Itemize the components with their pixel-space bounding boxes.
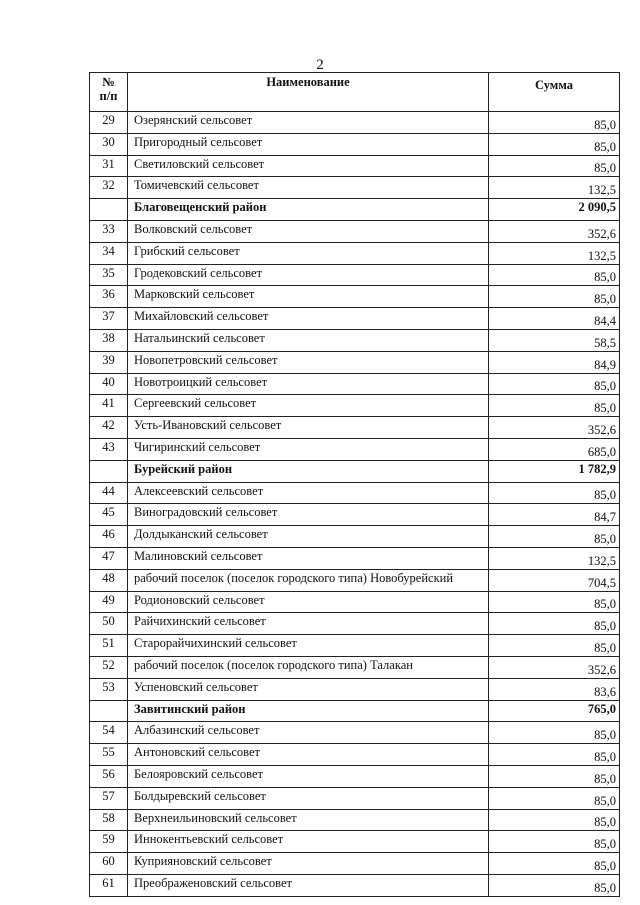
table-row xyxy=(90,373,620,395)
row-name: Завитинский район xyxy=(128,700,489,722)
table-row xyxy=(90,853,620,875)
row-name: Озерянский сельсовет xyxy=(128,112,489,134)
table-header xyxy=(90,73,620,112)
row-number: 61 xyxy=(90,874,128,896)
row-name: Сергеевский сельсовет xyxy=(128,395,489,417)
district-row xyxy=(90,700,620,722)
row-name: Болдыревский сельсовет xyxy=(128,787,489,809)
row-number: 41 xyxy=(90,395,128,417)
row-amount: 85,0 xyxy=(489,591,620,613)
row-number: 59 xyxy=(90,831,128,853)
row-name: рабочий поселок (поселок городского типа) Талакан xyxy=(128,656,489,678)
table-row xyxy=(90,155,620,177)
row-amount: 85,0 xyxy=(489,264,620,286)
table-row xyxy=(90,591,620,613)
row-number xyxy=(90,460,128,482)
row-amount: 352,6 xyxy=(489,220,620,242)
row-name: Усть-Ивановский сельсовет xyxy=(128,417,489,439)
row-name: Райчихинский сельсовет xyxy=(128,613,489,635)
table-row xyxy=(90,874,620,896)
table-row xyxy=(90,569,620,591)
table-row xyxy=(90,613,620,635)
row-name: Куприяновский сельсовет xyxy=(128,853,489,875)
table-row xyxy=(90,286,620,308)
page-number: 2 xyxy=(316,57,324,73)
row-name: Белояровский сельсовет xyxy=(128,765,489,787)
table-row xyxy=(90,264,620,286)
row-number: 38 xyxy=(90,329,128,351)
row-amount: 132,5 xyxy=(489,177,620,199)
header-sum: Сумма xyxy=(489,73,620,112)
row-amount: 704,5 xyxy=(489,569,620,591)
row-number: 40 xyxy=(90,373,128,395)
row-number: 46 xyxy=(90,526,128,548)
row-name: Алексеевский сельсовет xyxy=(128,482,489,504)
row-name: Виноградовский сельсовет xyxy=(128,504,489,526)
header-row xyxy=(90,73,620,112)
row-number: 57 xyxy=(90,787,128,809)
row-name: Старорайчихинский сельсовет xyxy=(128,635,489,657)
header-number-symbol: № xyxy=(102,75,115,89)
district-row xyxy=(90,199,620,221)
table-row xyxy=(90,831,620,853)
row-number: 34 xyxy=(90,242,128,264)
row-amount: 85,0 xyxy=(489,874,620,896)
row-number: 31 xyxy=(90,155,128,177)
row-name: Марковский сельсовет xyxy=(128,286,489,308)
row-name: Томичевский сельсовет xyxy=(128,177,489,199)
table-row xyxy=(90,308,620,330)
table-row xyxy=(90,765,620,787)
row-name: Иннокентьевский сельсовет xyxy=(128,831,489,853)
row-amount: 85,0 xyxy=(489,133,620,155)
header-number xyxy=(90,73,128,112)
row-number: 36 xyxy=(90,286,128,308)
row-amount: 765,0 xyxy=(489,700,620,722)
allocation-table xyxy=(89,72,620,897)
row-name: Волковский сельсовет xyxy=(128,220,489,242)
row-number: 35 xyxy=(90,264,128,286)
row-amount: 1 782,9 xyxy=(489,460,620,482)
row-name: Малиновский сельсовет xyxy=(128,547,489,569)
row-number: 55 xyxy=(90,744,128,766)
table-row xyxy=(90,547,620,569)
row-number: 47 xyxy=(90,547,128,569)
table-body xyxy=(90,112,620,897)
row-amount: 85,0 xyxy=(489,155,620,177)
row-amount: 85,0 xyxy=(489,112,620,134)
row-name: Антоновский сельсовет xyxy=(128,744,489,766)
row-name: Родионовский сельсовет xyxy=(128,591,489,613)
table-row xyxy=(90,678,620,700)
row-number: 33 xyxy=(90,220,128,242)
row-amount: 85,0 xyxy=(489,286,620,308)
row-number: 56 xyxy=(90,765,128,787)
row-number: 52 xyxy=(90,656,128,678)
table-row xyxy=(90,722,620,744)
row-amount: 85,0 xyxy=(489,809,620,831)
row-name: Новотроицкий сельсовет xyxy=(128,373,489,395)
row-name: Благовещенский район xyxy=(128,199,489,221)
row-amount: 85,0 xyxy=(489,787,620,809)
row-number: 29 xyxy=(90,112,128,134)
table-row xyxy=(90,809,620,831)
row-number: 44 xyxy=(90,482,128,504)
row-name: Бурейский район xyxy=(128,460,489,482)
row-name: Грибский сельсовет xyxy=(128,242,489,264)
row-number: 50 xyxy=(90,613,128,635)
row-name: Долдыканский сельсовет xyxy=(128,526,489,548)
row-number: 53 xyxy=(90,678,128,700)
row-amount: 85,0 xyxy=(489,635,620,657)
header-number-abbrev: п/п xyxy=(99,89,118,103)
row-number: 48 xyxy=(90,569,128,591)
row-amount: 132,5 xyxy=(489,547,620,569)
row-number: 32 xyxy=(90,177,128,199)
table-row xyxy=(90,395,620,417)
row-name: Светиловский сельсовет xyxy=(128,155,489,177)
row-amount: 2 090,5 xyxy=(489,199,620,221)
header-name: Наименование xyxy=(128,73,489,112)
row-number: 58 xyxy=(90,809,128,831)
table-row xyxy=(90,351,620,373)
row-number: 54 xyxy=(90,722,128,744)
row-name: Натальинский сельсовет xyxy=(128,329,489,351)
row-amount: 83,6 xyxy=(489,678,620,700)
row-number: 30 xyxy=(90,133,128,155)
row-amount: 85,0 xyxy=(489,395,620,417)
row-amount: 352,6 xyxy=(489,417,620,439)
row-number xyxy=(90,199,128,221)
row-amount: 85,0 xyxy=(489,613,620,635)
table-row xyxy=(90,744,620,766)
row-amount: 84,7 xyxy=(489,504,620,526)
row-name: Пригородный сельсовет xyxy=(128,133,489,155)
row-amount: 352,6 xyxy=(489,656,620,678)
row-number: 39 xyxy=(90,351,128,373)
row-name: Михайловский сельсовет xyxy=(128,308,489,330)
row-number xyxy=(90,700,128,722)
row-amount: 132,5 xyxy=(489,242,620,264)
row-name: Верхнеильиновский сельсовет xyxy=(128,809,489,831)
row-number: 45 xyxy=(90,504,128,526)
row-number: 42 xyxy=(90,417,128,439)
row-amount: 685,0 xyxy=(489,438,620,460)
row-number: 51 xyxy=(90,635,128,657)
row-name: Преображеновский сельсовет xyxy=(128,874,489,896)
row-number: 37 xyxy=(90,308,128,330)
table-row xyxy=(90,482,620,504)
row-amount: 85,0 xyxy=(489,526,620,548)
row-amount: 84,9 xyxy=(489,351,620,373)
row-amount: 85,0 xyxy=(489,831,620,853)
row-number: 49 xyxy=(90,591,128,613)
row-name: Чигиринский сельсовет xyxy=(128,438,489,460)
row-amount: 58,5 xyxy=(489,329,620,351)
table-row xyxy=(90,417,620,439)
district-row xyxy=(90,460,620,482)
table-row xyxy=(90,112,620,134)
row-amount: 85,0 xyxy=(489,482,620,504)
row-name: Новопетровский сельсовет xyxy=(128,351,489,373)
table-row xyxy=(90,133,620,155)
row-amount: 85,0 xyxy=(489,744,620,766)
table-row xyxy=(90,504,620,526)
table-row xyxy=(90,526,620,548)
row-number: 60 xyxy=(90,853,128,875)
row-name: Гродековский сельсовет xyxy=(128,264,489,286)
row-name: Успеновский сельсовет xyxy=(128,678,489,700)
row-amount: 84,4 xyxy=(489,308,620,330)
table-row xyxy=(90,635,620,657)
row-amount: 85,0 xyxy=(489,765,620,787)
table-row xyxy=(90,329,620,351)
table-row xyxy=(90,656,620,678)
row-amount: 85,0 xyxy=(489,853,620,875)
table-row xyxy=(90,242,620,264)
row-name: Албазинский сельсовет xyxy=(128,722,489,744)
row-name: рабочий поселок (поселок городского типа) Новобурейский xyxy=(128,569,489,591)
table-row xyxy=(90,787,620,809)
table-row xyxy=(90,438,620,460)
row-amount: 85,0 xyxy=(489,722,620,744)
row-number: 43 xyxy=(90,438,128,460)
table-row xyxy=(90,220,620,242)
table-row xyxy=(90,177,620,199)
row-amount: 85,0 xyxy=(489,373,620,395)
